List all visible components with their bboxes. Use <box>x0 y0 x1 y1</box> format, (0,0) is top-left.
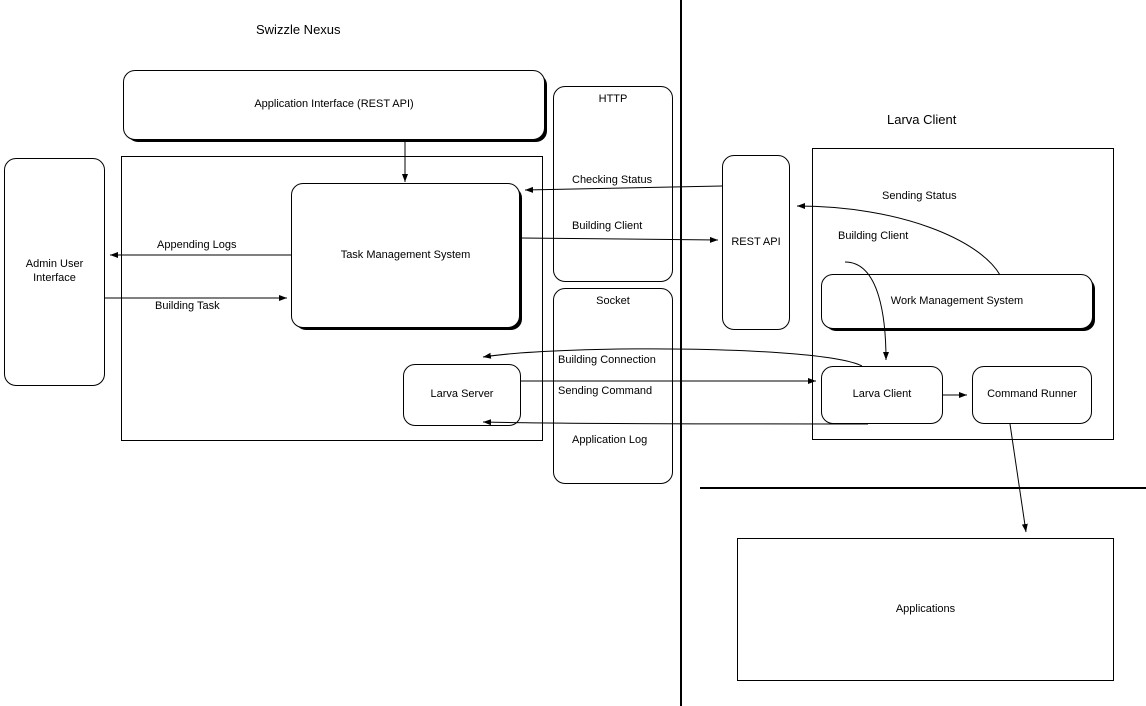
node-work-management-system[interactable] <box>821 274 1093 329</box>
node-label: Larva Client <box>852 388 912 401</box>
horizontal-divider <box>700 487 1146 489</box>
node-application-interface[interactable] <box>123 70 545 140</box>
node-label: Socket <box>596 295 630 307</box>
node-label: HTTP <box>598 93 628 105</box>
edge-label-building-task: Building Task <box>155 300 220 312</box>
node-label: Application Interface (REST API) <box>254 98 414 111</box>
node-larva-client[interactable] <box>821 366 943 424</box>
edge-label-building-connection: Building Connection <box>558 354 656 366</box>
node-command-runner[interactable] <box>972 366 1092 424</box>
vertical-divider <box>680 0 682 706</box>
edge-label-appending-logs: Appending Logs <box>157 239 237 251</box>
edge-label-sending-status: Sending Status <box>882 190 957 202</box>
node-task-management-system[interactable] <box>291 183 520 328</box>
group-title-larva-client: Larva Client <box>887 112 957 127</box>
node-label: Work Management System <box>890 294 1024 307</box>
edge-label-building-client-http: Building Client <box>572 220 643 232</box>
node-larva-server[interactable] <box>403 364 521 426</box>
node-label: REST API <box>731 235 781 248</box>
node-admin-user-interface[interactable] <box>4 158 105 386</box>
node-rest-api[interactable] <box>722 155 790 330</box>
node-label: Admin User Interface <box>25 258 84 284</box>
edge-label-building-client-larva: Building Client <box>838 230 909 242</box>
node-label: Larva Server <box>430 388 494 401</box>
node-label: Task Management System <box>340 248 471 261</box>
edge-label-checking-status: Checking Status <box>572 174 653 186</box>
node-label: Applications <box>895 602 956 615</box>
edge-label-sending-command: Sending Command <box>558 385 653 397</box>
node-applications[interactable] <box>737 538 1114 681</box>
edge-label-application-log: Application Log <box>572 434 648 446</box>
node-label: Command Runner <box>987 388 1077 401</box>
group-title-swizzle-nexus: Swizzle Nexus <box>256 22 341 37</box>
